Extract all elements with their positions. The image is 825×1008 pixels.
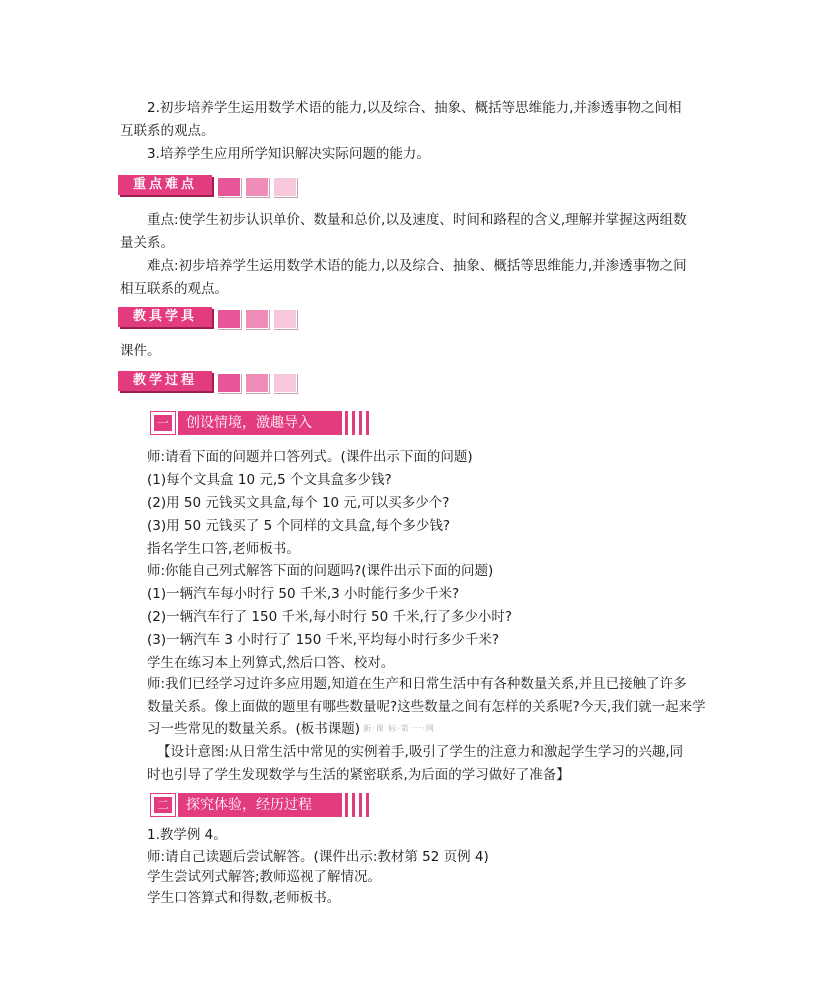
subsection-banner-2	[150, 793, 372, 817]
decor-square	[245, 373, 269, 393]
important-line-1: 重点:使学生初步认识单价、数量和总价,以及速度、时间和路程的含义,理解并掌握这两组数	[147, 212, 687, 228]
text-line: (1)一辆汽车每小时行 50 千米,3 小时能行多少千米?	[147, 586, 460, 602]
text-line: 学生口答算式和得数,老师板书。	[147, 890, 341, 906]
objective-2-line-1: 2.初步培养学生运用数学术语的能力,以及综合、抽象、概括等思维能力,并渗透事物之间相	[147, 100, 682, 116]
difficult-line-1: 难点:初步培养学生运用数学术语的能力,以及综合、抽象、概括等思维能力,并渗透事物之间	[147, 258, 687, 274]
paragraph-line-1: 师:我们已经学习过许多应用题,知道在生产和日常生活中有各种数量关系,并且已接触了许多	[147, 676, 687, 692]
objective-3: 3.培养学生应用所学知识解决实际问题的能力。	[147, 146, 430, 162]
text-line: 1.教学例 4。	[147, 827, 227, 843]
decor-square	[217, 309, 241, 329]
section-title: 教具学具	[118, 307, 212, 327]
subsection-number-box	[150, 793, 176, 817]
design-intent-line-2: 时也引导了学生发现数学与生活的紧密联系,为后面的学习做好了准备】	[147, 767, 570, 783]
important-line-2: 量关系。	[120, 235, 174, 251]
text-line: (3)用 50 元钱买了 5 个同样的文具盒,每个多少钱?	[147, 518, 451, 534]
text-line: 学生尝试列式解答;教师巡视了解情况。	[147, 869, 382, 885]
text-line: 指名学生口答,老师板书。	[147, 541, 300, 557]
decor-square	[273, 309, 297, 329]
subsection-title: 探究体验，经历过程	[178, 793, 342, 817]
decor-square	[217, 373, 241, 393]
subsection-number-box	[150, 411, 176, 435]
decor-square	[273, 373, 297, 393]
text-line: (1)每个文具盒 10 元,5 个文具盒多少钱?	[147, 472, 392, 488]
subsection-number: 二	[154, 797, 172, 813]
decor-square	[245, 309, 269, 329]
paragraph-line-3	[147, 718, 435, 740]
decor-square	[217, 177, 241, 197]
paragraph-line-2: 数量关系。像上面做的题里有哪些数量呢?这些数量之间有怎样的关系呢?今天,我们就一起来学	[147, 699, 706, 715]
decor-square	[273, 177, 297, 197]
tools-content: 课件。	[120, 343, 161, 359]
subsection-banner-1	[150, 411, 372, 435]
section-title: 重点难点	[118, 175, 212, 195]
text-line: (3)一辆汽车 3 小时行了 150 千米,平均每小时行多少千米?	[147, 632, 500, 648]
watermark-text: 新·课·标·第·一·网	[363, 724, 435, 733]
paragraph-text: 习一些常见的数量关系。(板书课题)	[147, 721, 361, 737]
difficult-line-2: 相互联系的观点。	[120, 281, 228, 297]
design-intent-line-1: 【设计意图:从日常生活中常见的实例着手,吸引了学生的注意力和激起学生学习的兴趣,同	[157, 744, 684, 760]
text-line: 师:请看下面的问题并口答列式。(课件出示下面的问题)	[147, 449, 473, 465]
subsection-number: 一	[154, 415, 172, 431]
text-line: (2)一辆汽车行了 150 千米,每小时行 50 千米,行了多少小时?	[147, 609, 512, 625]
objective-2-line-2: 互联系的观点。	[120, 123, 215, 139]
section-title: 教学过程	[118, 371, 212, 391]
text-line: 师:你能自己列式解答下面的问题吗?(课件出示下面的问题)	[147, 563, 494, 579]
subsection-title: 创设情境，激趣导入	[178, 411, 342, 435]
text-line: 师:请自己读题后尝试解答。(课件出示:教材第 52 页例 4)	[147, 849, 489, 865]
decor-square	[245, 177, 269, 197]
text-line: 学生在练习本上列算式,然后口答、校对。	[147, 655, 395, 671]
text-line: (2)用 50 元钱买文具盒,每个 10 元,可以买多少个?	[147, 495, 450, 511]
